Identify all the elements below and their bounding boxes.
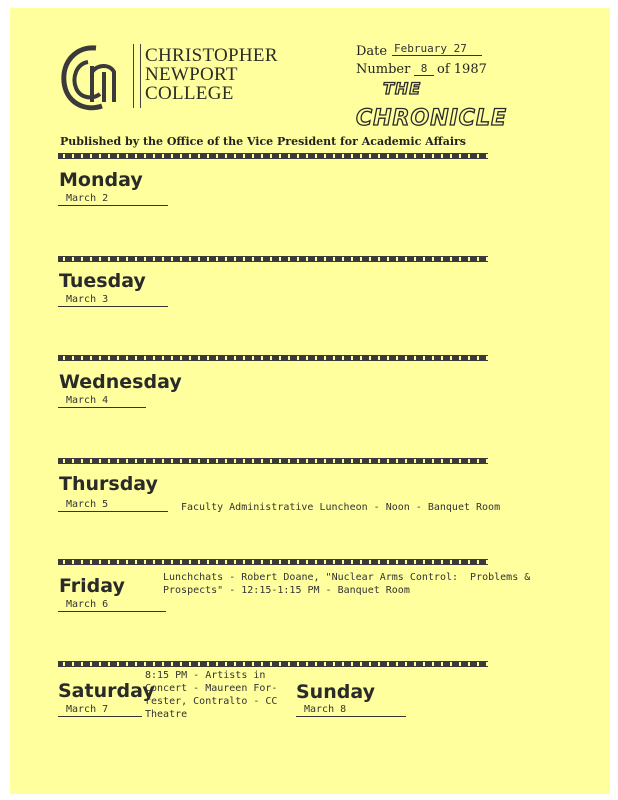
title-chronicle: CHRONICLE <box>356 106 507 131</box>
event-saturday-line-3: rester, Contralto - CC <box>145 696 278 707</box>
year-text: of 1987 <box>437 62 487 77</box>
day-heading-wednesday: Wednesday <box>59 371 182 393</box>
day-heading-thursday: Thursday <box>59 473 158 495</box>
date-monday: March 2 <box>58 193 168 206</box>
chain-divider <box>58 153 488 159</box>
day-heading-monday: Monday <box>59 169 143 191</box>
logo-divider <box>133 44 141 108</box>
date-value: February 27 <box>392 42 482 56</box>
day-heading-tuesday: Tuesday <box>59 270 146 292</box>
chain-divider <box>58 559 488 565</box>
title-the: THE <box>383 79 422 98</box>
event-thursday: Faculty Administrative Luncheon - Noon - Banquet Room <box>181 502 501 513</box>
college-line-1: CHRISTOPHER <box>145 45 278 66</box>
number-value: 8 <box>414 62 434 76</box>
event-saturday-line-2: Concert - Maureen For- <box>145 683 278 694</box>
date-thursday: March 5 <box>58 499 168 512</box>
college-line-2: NEWPORT <box>145 64 238 85</box>
event-friday-line-2: Prospects" - 12:15-1:15 PM - Banquet Room <box>163 585 410 596</box>
event-saturday-line-4: Theatre <box>145 709 188 720</box>
date-tuesday: March 3 <box>58 294 168 307</box>
date-saturday: March 7 <box>58 704 142 717</box>
chain-divider <box>58 661 488 667</box>
day-heading-sunday: Sunday <box>296 681 375 703</box>
college-name <box>145 46 278 103</box>
college-logo <box>58 42 128 114</box>
chain-divider <box>58 458 488 464</box>
number-label: Number <box>356 62 411 77</box>
chain-divider <box>58 355 488 361</box>
event-friday-line-1: Lunchchats - Robert Doane, "Nuclear Arms Control: Problems & <box>163 572 531 583</box>
date-friday: March 6 <box>58 599 166 612</box>
date-label: Date <box>356 44 388 59</box>
event-saturday-line-1: 8:15 PM - Artists in <box>145 670 266 681</box>
day-heading-saturday: Saturday <box>58 680 155 702</box>
day-heading-friday: Friday <box>59 575 125 597</box>
college-line-3: COLLEGE <box>145 83 234 104</box>
date-sunday: March 8 <box>296 704 406 717</box>
chain-divider <box>58 256 488 262</box>
publisher-line: Published by the Office of the Vice President for Academic Affairs <box>60 135 466 148</box>
date-wednesday: March 4 <box>58 395 146 408</box>
